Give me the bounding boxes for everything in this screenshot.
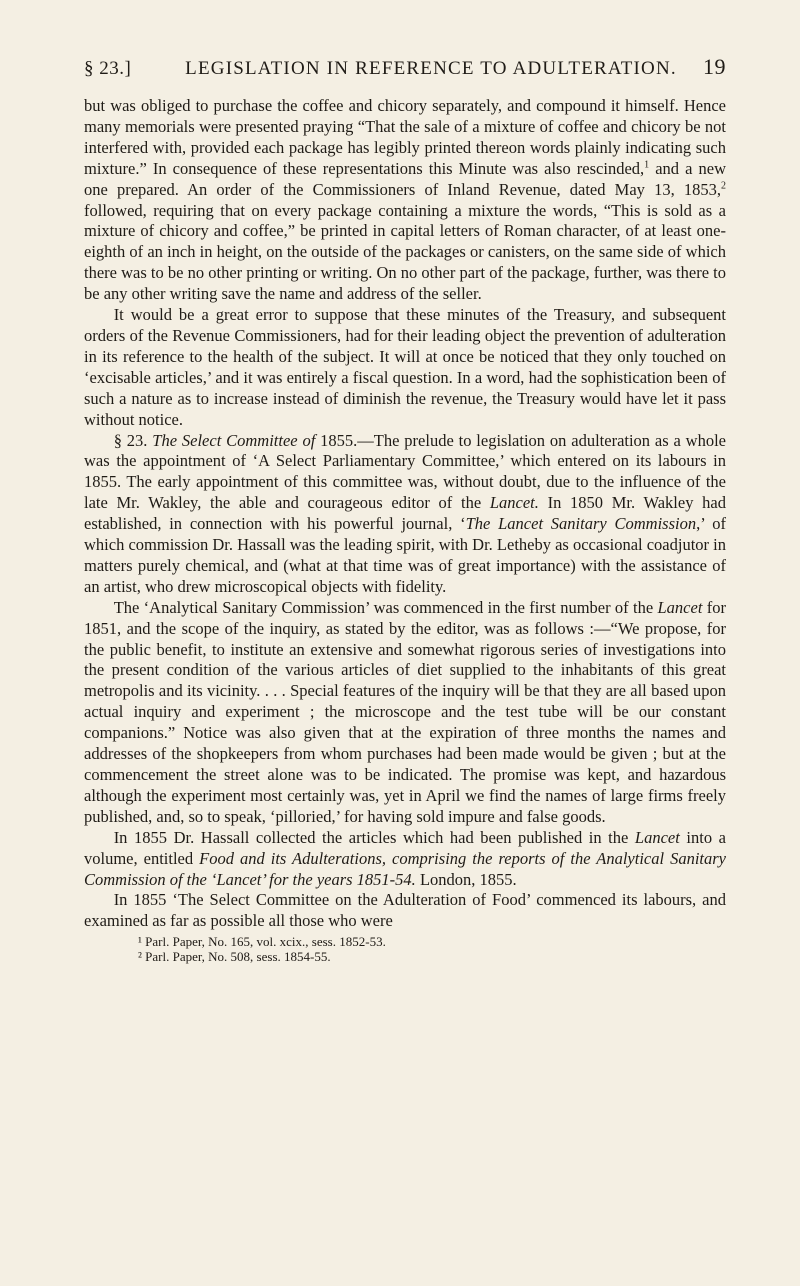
body-text	[84, 96, 726, 932]
paragraph-3: § 23. The Select Committee of 1855.—The prelude to legislation on adulteration as a whole was the appointment of ‘A Select Parliamentary Committee,’ which entered on its labours in 1855. The early appointment of this committee was, without doubt, due to the influence of the late Mr. Wakley, the able and courageous editor of the Lancet. In 1850 Mr. Wakley had established, in connection with his powerful journal, ‘The Lancet Sanitary Commission,’ of which commission Dr. Hassall was the leading spirit, with Dr. Letheby as occasional coadjutor in matters purely chemical, and (what at that time was of great importance) with the assistance of an artist, who drew microscopical objects with fidelity.	[84, 430, 727, 596]
footnotes	[84, 934, 726, 964]
section-number: § 23.	[113, 430, 148, 450]
page-number: 19	[703, 54, 726, 79]
paragraph-1: but was obliged to purchase the coffee and chicory separately, and compound it himself. Hence many memorials were presented praying “That the sale of a mixture of coffee and chicory be not interfered with, provided each package has legibly printed thereon words plainly indicating such mixture.” In consequence of these representations this Minute was also rescinded,$^1$ and a new one prepared. An order of the Commissioners of Inland Revenue, dated May 13, 1853,$^2$ followed, requiring that on every package containing a mixture the words, “This is sold as a mixture of chicory and coffee,” be printed in capital letters of Roman character, of at least one-eighth of an inch in height, on the outside of the packages or canisters, on the same side of which there was to be no other printing or writing. On no other part of the package, further, was there to be any other writing save the name and address of the seller.	[84, 96, 726, 304]
paragraph-4: The ‘Analytical Sanitary Commission’ was commenced in the first number of the Lancet for 1851, and the scope of the inquiry, as stated by the editor, was as follows :—“We propose, for the public benefit, to institute an extensive and somewhat rigorous series of investigations into the present condition of the various articles of diet supplied to the inhabitants of this great metropolis and its vicinity. . . . Special features of the inquiry will be that they are all based upon actual inquiry and experiment ; the microscope and the test tube will be our constant companions.” Notice was also given that at the expiration of three months the names and addresses of the shopkeepers from whom purchases had been made would be given ; but at the commencement the street alone was to be indicated. The promise was kept, and hazardous although the experiment most certainly was, yet in April we find the names of large firms freely published, and, so to speak, ‘pilloried,’ for having sold impure and false goods.	[84, 597, 726, 826]
book-title: Food and its Adulterations, comprising the reports of the Analytical Sanitary Commission of the ‘Lancet’ for the years 1851-54.	[84, 848, 726, 889]
footnote-ref-2: 2	[721, 180, 726, 192]
paragraph-2: It would be a great error to suppose that these minutes of the Treasury, and subsequent orders of the Revenue Commissioners, had for their leading object the prevention of adulteration in its reference to the health of the subject. It will at once be noticed that they only touched on ‘excisable articles,’ and it was entirely a fiscal question. In a word, had the sophistication been of such a nature as to increase instead of diminish the revenue, the Treasury would have let it pass without notice.	[84, 305, 726, 429]
section-marker: § 23.]	[84, 58, 132, 79]
footnote-2: ² Parl. Paper, No. 508, sess. 1854-55.	[138, 949, 331, 965]
running-title: LEGISLATION IN REFERENCE TO ADULTERATION.	[185, 58, 677, 79]
running-header	[84, 54, 726, 80]
footnote-1: ¹ Parl. Paper, No. 165, vol. xcix., sess. 1852-53.	[138, 934, 386, 950]
footnote-ref-1: 1	[644, 159, 650, 171]
section-heading: The Select Committee of	[152, 430, 316, 450]
paragraph-5: In 1855 Dr. Hassall collected the articles which had been published in the Lancet into a volume, entitled Food and its Adulterations, comprising the reports of the Analytical Sanitary Commission of the ‘Lancet’ for the years 1851-54. London, 1855.	[84, 827, 726, 889]
paragraph-6: In 1855 ‘The Select Committee on the Adulteration of Food’ commenced its labours, and examined as far as possible all those who were	[84, 890, 726, 931]
